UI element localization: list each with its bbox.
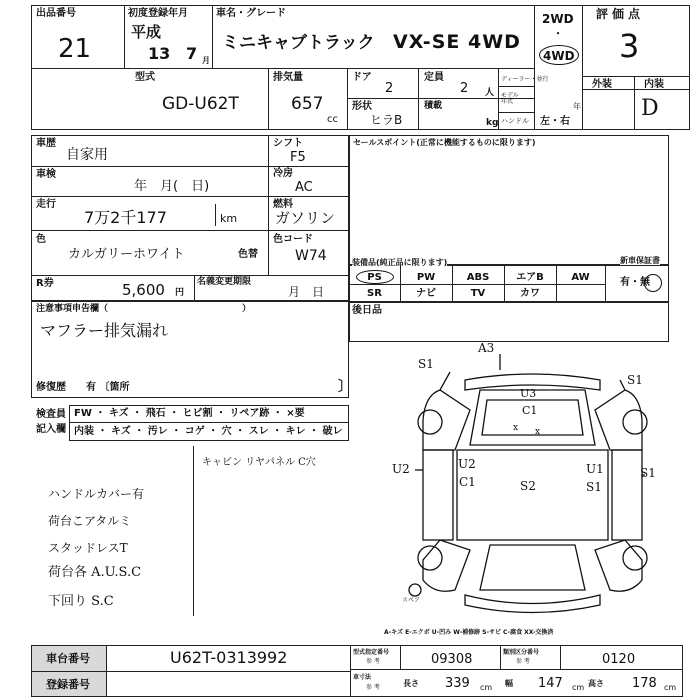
type-cert-label: 型式指定番号 <box>353 649 390 656</box>
inspector-row-2: 内装 ・ キズ ・ 汚レ ・ コゲ ・ 穴 ・ スレ ・ キレ ・ 破レ <box>74 426 343 437</box>
ac-value: AC <box>295 180 313 195</box>
mark-roof-2: C1 <box>522 404 538 417</box>
type-label: 型式 <box>135 72 155 83</box>
declaration-close: ） <box>242 304 252 314</box>
equip-sr: SR <box>367 288 382 299</box>
recolor-label: 色替 <box>238 249 258 260</box>
model-year-label: モデル年式 <box>501 92 519 105</box>
dims-label: 車寸法 <box>353 674 372 681</box>
hw-note-underbody: 下回り S.C <box>48 594 114 609</box>
displacement-unit: cc <box>327 114 338 125</box>
shape-label: 形状 <box>352 101 372 112</box>
mark-left-outer: U2 <box>392 462 410 476</box>
color-code-value: W74 <box>295 248 327 264</box>
warranty-circle <box>644 274 662 292</box>
displacement-label: 排気量 <box>273 72 303 83</box>
mark-roof-1: U3 <box>520 387 537 400</box>
color-label: 色 <box>36 234 46 245</box>
type-value: GD-U62T <box>162 94 239 114</box>
drive-separator: ・ <box>553 29 563 40</box>
height-unit: cm <box>664 683 677 692</box>
equip-ps: PS <box>367 272 382 283</box>
mark-right-1: U1 <box>586 462 604 476</box>
width-value: 147 <box>538 676 563 691</box>
mark-right-outer: S1 <box>640 466 656 480</box>
door-label: ドア <box>352 72 372 83</box>
equip-aw: AW <box>571 272 590 283</box>
load-label: 積載 <box>424 101 443 111</box>
sales-point-frame <box>349 135 669 265</box>
fuel-label: 燃料 <box>273 199 293 210</box>
score-label: 評価点 <box>596 7 645 21</box>
recycle-label: R券 <box>36 278 54 289</box>
mark-front-right: S1 <box>627 373 643 387</box>
capacity-label: 定員 <box>424 72 444 83</box>
fuel-value: ガソリン <box>275 209 336 227</box>
warranty-label: 新車保証書 <box>620 256 660 265</box>
interior-value: D <box>641 96 659 121</box>
capacity-value: 2 <box>460 81 469 96</box>
history-label: 車歴 <box>36 138 56 149</box>
handle-value: 左・右 <box>540 116 570 127</box>
recycle-unit: 円 <box>175 288 185 298</box>
hw-note-handle-cover: ハンドルカバー有 <box>48 487 145 501</box>
mark-left-1: U2 <box>458 457 476 471</box>
model-year-unit: 年 <box>573 102 581 111</box>
model-name: ミニキャブトラック <box>222 33 375 53</box>
inspector-label-1: 検査員 <box>36 409 66 420</box>
equip-abs: ABS <box>466 272 490 283</box>
length-unit: cm <box>480 683 493 692</box>
capacity-unit: 人 <box>485 88 495 98</box>
mark-bed: S2 <box>520 479 536 493</box>
width-unit: cm <box>572 683 585 692</box>
registration-number-label: 登録番号 <box>46 678 90 691</box>
displacement-value: 657 <box>291 94 324 114</box>
equip-leather: カワ <box>520 288 540 299</box>
length-value: 339 <box>445 676 470 691</box>
era: 平成 <box>131 23 162 41</box>
declaration-label: 注意事項申告欄（ <box>36 304 109 314</box>
exterior-label: 外装 <box>592 79 612 90</box>
class-value: 0120 <box>602 652 636 667</box>
type-cert-value: 09308 <box>431 652 473 667</box>
drive-2wd: 2WD <box>542 12 574 26</box>
ac-label: 冷房 <box>273 168 293 179</box>
length-label: 長さ <box>403 679 419 688</box>
chassis-value: U62T-0313992 <box>170 648 288 667</box>
spare-tire-shape <box>409 584 421 596</box>
lot-number-label: 出品番号 <box>36 8 76 19</box>
registration-year: 13 <box>148 44 171 63</box>
load-unit: kg <box>486 118 499 128</box>
inspector-row-1: FW ・ キズ ・ 飛石 ・ ヒビ割 ・ リペア跡 ・ ×要 <box>74 408 305 419</box>
equip-tv: TV <box>470 288 486 299</box>
class-sub: 参 考 <box>516 658 530 665</box>
mileage-unit: km <box>220 212 238 225</box>
chassis-label: 車台番号 <box>46 652 90 665</box>
sales-point-label: セールスポイント(正常に機能するものに限ります) <box>353 138 536 147</box>
left-front-fender <box>423 390 470 450</box>
repair-value: 有 〔箇所 <box>86 382 130 393</box>
mileage-label: 走行 <box>36 199 56 210</box>
shift-value: F5 <box>290 150 306 165</box>
rear-bumper-shape <box>465 595 600 613</box>
mark-left-2: C1 <box>459 475 476 489</box>
rear-panel-shape <box>480 545 585 590</box>
inspection-value: 年 月( 日) <box>134 179 210 194</box>
width-label: 幅 <box>505 679 513 688</box>
damage-legend: A-キズ E-エクボ U-凹み W-補修跡 S-サビ C-腐食 XX-交換済 <box>384 629 554 636</box>
equip-airbag: エアB <box>516 272 544 283</box>
interior-label: 内装 <box>644 79 664 90</box>
name-change-value: 月 日 <box>288 285 325 299</box>
grade: VX-SE 4WD <box>393 31 521 53</box>
history-value: 自家用 <box>66 147 108 163</box>
mileage-value: 7万2千177 <box>84 208 167 227</box>
height-label: 高さ <box>588 679 604 688</box>
model-grade-label: 車名・グレード <box>216 8 286 19</box>
score-value: 3 <box>619 27 640 65</box>
warranty-value: 有・無 <box>620 277 650 288</box>
color-value: カルガリーホワイト <box>68 247 185 262</box>
hw-note-studless: スタッドレスT <box>48 541 128 555</box>
hw-note-cabin: キャビン リヤパネル C穴 <box>202 457 316 468</box>
right-front-fender <box>595 390 642 450</box>
door-value: 2 <box>385 81 394 96</box>
name-change-label: 名義変更期限 <box>197 277 252 287</box>
mark-front: A3 <box>478 341 495 355</box>
mark-front-left: S1 <box>418 357 434 371</box>
dealer-label: ディーラー・並行 <box>501 76 549 83</box>
inspector-label-2: 記入欄 <box>36 424 66 435</box>
shift-label: シフト <box>273 138 303 149</box>
aftermarket-label: 後日品 <box>352 305 382 316</box>
mark-right-2: S1 <box>586 480 602 494</box>
equip-pw: PW <box>416 272 436 283</box>
handle-label: ハンドル <box>501 117 529 125</box>
type-cert-sub: 参 考 <box>366 658 380 665</box>
dims-sub: 参 考 <box>366 684 380 691</box>
height-value: 178 <box>632 676 657 691</box>
spare-label: スペア <box>402 597 421 604</box>
hw-note-bed-marks: 荷台各 A.U.S.C <box>48 565 142 580</box>
equip-navi: ナビ <box>416 288 436 299</box>
month-unit: 月 <box>202 56 210 65</box>
aftermarket-frame <box>349 302 669 342</box>
lot-number: 21 <box>58 34 92 64</box>
declaration-value: マフラー排気漏れ <box>40 321 169 340</box>
registration-month: 7 <box>186 44 198 63</box>
color-code-label: 色コード <box>273 234 313 245</box>
svg-text:x: x <box>513 423 519 433</box>
repair-close: 〕 <box>338 379 352 395</box>
inspection-label: 車検 <box>36 169 56 180</box>
class-label: 類別区分番号 <box>503 649 540 656</box>
recycle-value: 5,600 <box>122 281 165 299</box>
hw-note-bed: 荷台こアタルミ <box>48 514 132 528</box>
declaration-frame <box>31 301 349 398</box>
repair-label: 修復歴 <box>36 382 66 393</box>
first-registration-label: 初度登録年月 <box>128 8 188 19</box>
svg-text:x: x <box>535 427 541 437</box>
shape-value: ヒラB <box>370 113 403 127</box>
drive-4wd: 4WD <box>543 49 575 63</box>
equipment-label: 装備品(純正品に限ります) <box>352 258 448 267</box>
